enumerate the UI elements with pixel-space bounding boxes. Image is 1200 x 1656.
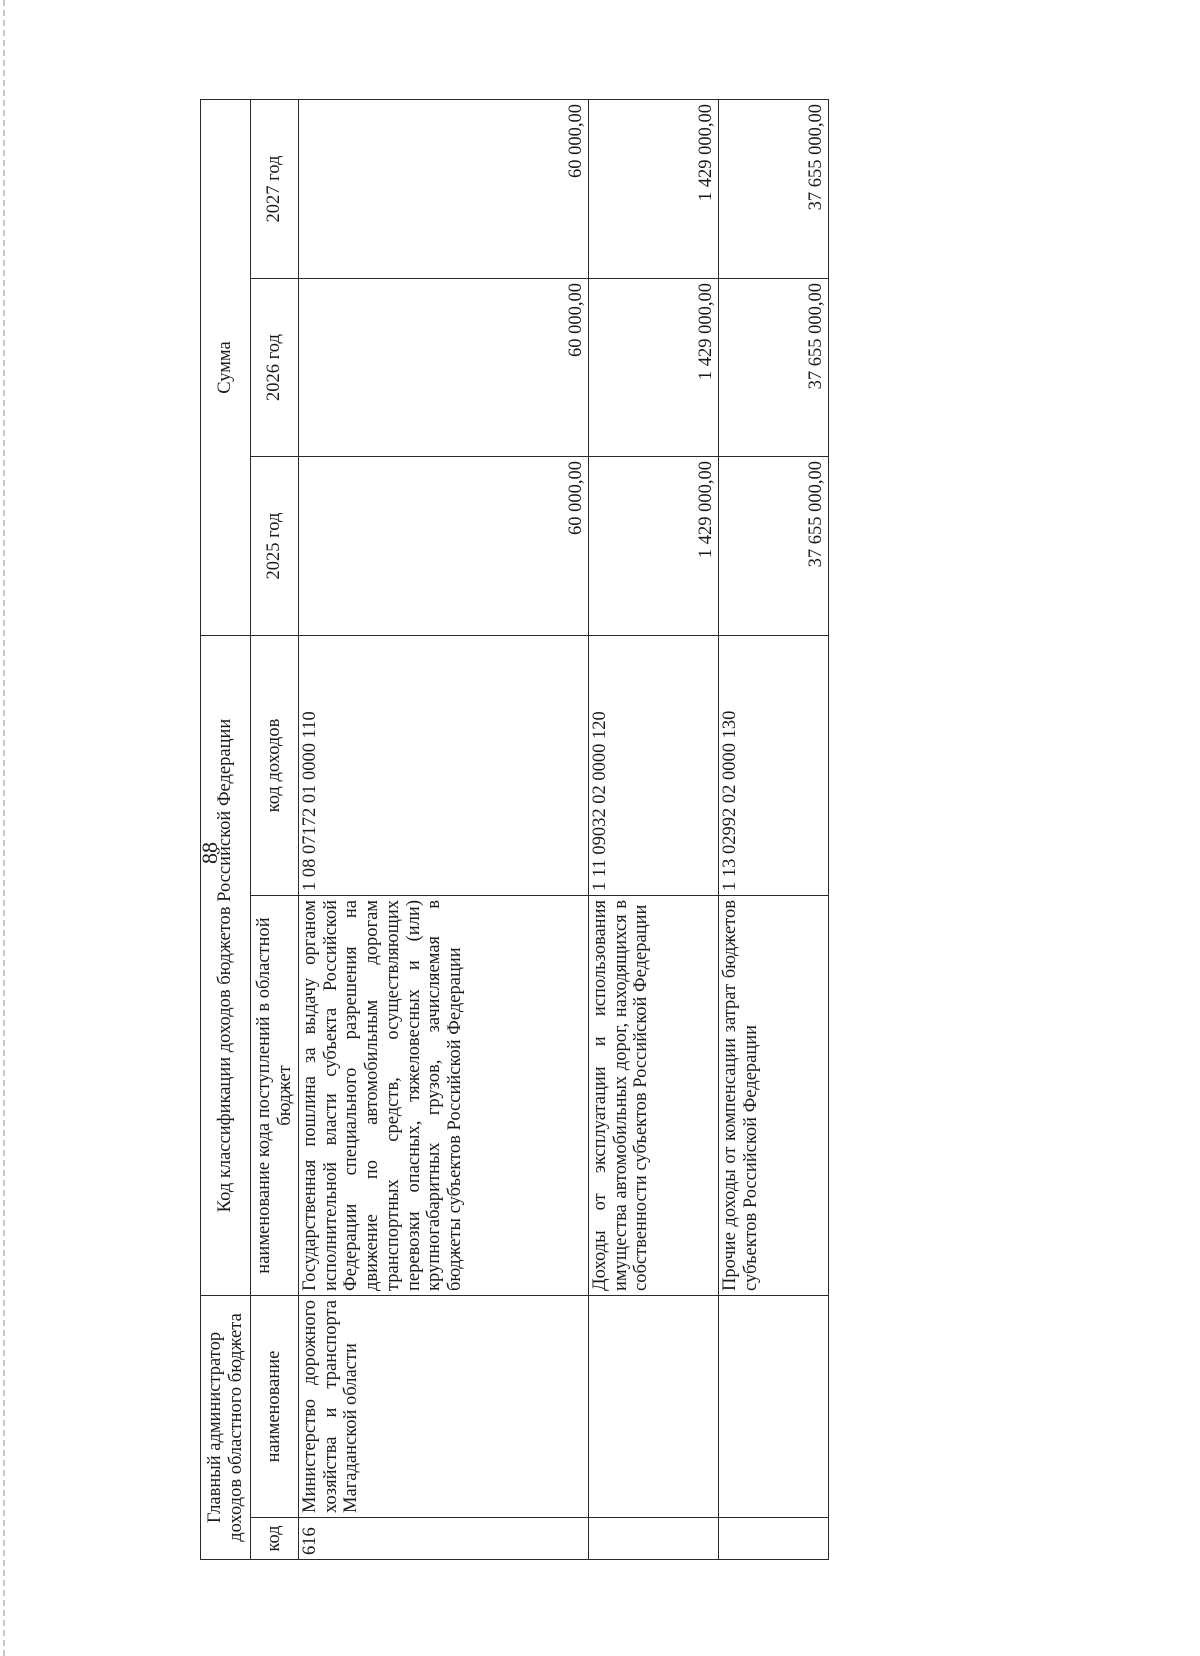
revenue-code: 1 13 02992 02 0000 130 [719,636,829,896]
revenue-description: Прочие доходы от компенсации затрат бюджетов субъектов Российской Федерации [719,896,829,1296]
revenue-description: Доходы от эксплуатации и использования имущества автомобильных дорог, находящихся в собственности субъектов Российской Федерации [589,896,719,1296]
header-year-2025: 2025 год [251,457,299,636]
revenue-description: Государственная пошлина за выдачу органом исполнительной власти субъекта Российской Федерации специального разрешения на движение по автомобильным дорогам транспортных средств, осуществляющих перевозки опасных, тяжеловесных и (или) крупногабаритных грузов, зачисляемая в бюджеты субъектов Российской Федерации [299,896,589,1296]
admin-code: 616 [299,1518,589,1560]
amount-2027: 37 655 000,00 [719,99,829,278]
amount-2027: 60 000,00 [299,99,589,278]
admin-name-empty [589,1296,719,1518]
header-code: код [251,1518,299,1560]
admin-name-empty [719,1296,829,1518]
page-number: 88 [197,842,222,864]
amount-2025: 1 429 000,00 [589,457,719,636]
header-revenue-code: код доходов [251,636,299,896]
header-classification-group: Код классификации доходов бюджетов Российской Федерации [201,636,251,1296]
header-year-2026: 2026 год [251,279,299,457]
table-row [299,99,589,1559]
amount-2027: 1 429 000,00 [589,99,719,278]
amount-2026: 60 000,00 [299,279,589,457]
amount-2026: 37 655 000,00 [719,279,829,457]
header-row-2 [251,99,299,1559]
header-revenue-name: наименование кода поступлений в областной бюджет [251,896,299,1296]
header-name: наименование [251,1296,299,1518]
header-sum-group: Сумма [201,99,251,635]
header-row-1 [201,99,251,1559]
header-year-2027: 2027 год [251,99,299,278]
amount-2025: 60 000,00 [299,457,589,636]
table-row [719,99,829,1559]
revenue-code: 1 08 07172 01 0000 110 [299,636,589,896]
scan-edge-line [3,0,5,1656]
revenue-table [200,99,829,1560]
rotated-table-container [200,100,828,1560]
amount-2026: 1 429 000,00 [589,279,719,457]
admin-name: Министерство дорожного хозяйства и транспорта Магаданской области [299,1296,589,1518]
amount-2025: 37 655 000,00 [719,457,829,636]
admin-code-empty [719,1518,829,1560]
admin-code-empty [589,1518,719,1560]
revenue-code: 1 11 09032 02 0000 120 [589,636,719,896]
header-admin-group: Главный администратор доходов областного бюджета [201,1296,251,1560]
table-row [589,99,719,1559]
